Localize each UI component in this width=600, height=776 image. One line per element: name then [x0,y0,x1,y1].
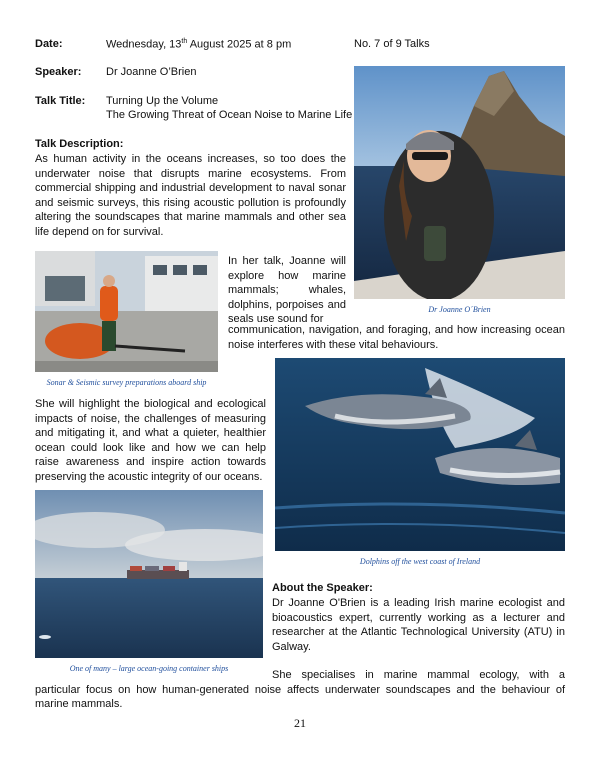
about-paragraph-1: Dr Joanne O'Brien is a leading Irish marine ecologist and bioacoustics expert, currently working as a lecturer and researcher at the Atlantic Technological University (ATU) in Galway. [272,597,565,653]
description-paragraph-3: She will highlight the biological and ecological impacts of noise, the challenges of measuring and mitigating it, and what a quieter, healthier ocean could look like and how we can help raise awareness and inspire action towards preserving the acoustic integrity of our oceans. [35,398,266,483]
speaker-value: Dr Joanne O’Brien [106,66,197,78]
about-paragraph-2-block [35,668,565,712]
date-text: Wednesday, 13 [106,38,182,51]
container-ship-caption: One of many – large ocean-going container ships [69,664,229,673]
description-paragraph-2-wrapped: In her talk, Joanne will explore how marine mammals; whales, dolphins, porpoises and seals use sound for [228,255,346,325]
date-suffix: th [181,38,188,45]
dolphins-photo [275,358,565,551]
speaker-label: Speaker: [35,66,82,78]
about-heading: About the Speaker: [272,582,373,594]
talk-title-label: Talk Title: [35,95,86,107]
about-paragraph-2-text: She specialises in marine mammal ecology, with a particular focus on how human-generated noise affects underwater soundscapes and the behaviour of marine mammals. [35,669,565,710]
date-rest: August 2025 at 8 pm [187,38,292,51]
date-value [106,38,291,51]
description-heading: Talk Description: [35,138,124,150]
ship-deck-caption: Sonar & Seismic survey preparations aboard ship [46,378,207,387]
container-ship-photo [35,490,263,658]
speaker-photo [354,66,565,299]
talk-number: No. 7 of 9 Talks [354,38,430,50]
description-paragraph-1: As human activity in the oceans increases, so too does the underwater noise that disrupts marine ecosystems. From commercial shipping and industrial development to naval sonar and seismic surveys, this rising acoustic pollution is profoundly altering the soundscapes that marine mammals and other sea life depend on for survival. [35,153,346,238]
description-paragraph-2-full: communication, navigation, and foraging, and how increasing ocean noise interferes with these vital behaviours. [228,324,565,351]
dolphins-caption: Dolphins off the west coast of Ireland [359,557,481,566]
talk-title-line1: Turning Up the Volume [106,95,219,107]
date-label: Date: [35,38,63,50]
speaker-photo-caption: Dr Joanne O´Brien [428,305,491,314]
talk-title-line2: The Growing Threat of Ocean Noise to Marine Life [106,109,353,121]
ship-deck-photo [35,251,218,372]
page-number: 21 [294,716,306,730]
